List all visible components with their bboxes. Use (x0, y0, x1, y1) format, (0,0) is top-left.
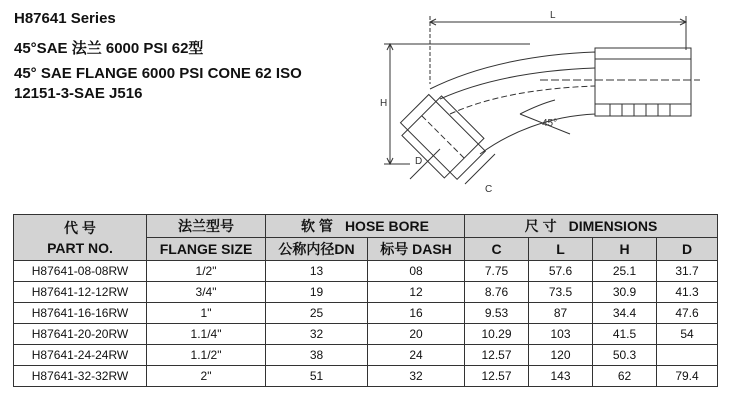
header-part-cn: 代 号 (64, 219, 96, 236)
cell-l: 73.5 (529, 282, 593, 303)
table-row (14, 261, 718, 282)
cell-flange: 1/2" (147, 261, 266, 282)
header-l: L (529, 238, 593, 261)
cell-c: 8.76 (465, 282, 529, 303)
cell-h: 34.4 (593, 303, 657, 324)
cell-l: 120 (529, 345, 593, 366)
cell-dash: 08 (368, 261, 465, 282)
spec-table (13, 214, 718, 387)
cell-c: 12.57 (465, 366, 529, 387)
cell-dash: 12 (368, 282, 465, 303)
label-H: H (380, 98, 388, 109)
cell-flange: 1.1/2" (147, 345, 266, 366)
header-h: H (593, 238, 657, 261)
header-dimensions (465, 215, 718, 238)
series-title: H87641 Series (14, 10, 116, 27)
cell-flange: 2" (147, 366, 266, 387)
cell-dash: 32 (368, 366, 465, 387)
flange-head (395, 89, 491, 185)
cell-dn: 32 (266, 324, 368, 345)
cell-h: 62 (593, 366, 657, 387)
table-row (14, 345, 718, 366)
cell-c: 10.29 (465, 324, 529, 345)
cell-dn: 25 (266, 303, 368, 324)
cell-flange: 1" (147, 303, 266, 324)
header-flange-cn: 法兰型号 (147, 215, 266, 238)
cell-dn: 38 (266, 345, 368, 366)
header-part-en: PART NO. (47, 239, 113, 256)
header-c: C (465, 238, 529, 261)
cell-d: 54 (657, 324, 718, 345)
cell-part: H87641-08-08RW (14, 261, 147, 282)
label-D: D (415, 156, 423, 167)
cell-d (657, 345, 718, 366)
cell-h: 41.5 (593, 324, 657, 345)
label-angle: 45° (542, 118, 558, 129)
cell-l: 87 (529, 303, 593, 324)
label-L: L (550, 10, 556, 21)
cell-dash: 20 (368, 324, 465, 345)
table-row (14, 366, 718, 387)
cell-h: 30.9 (593, 282, 657, 303)
cell-d: 47.6 (657, 303, 718, 324)
cell-part: H87641-32-32RW (14, 366, 147, 387)
header-dn: 公称内径DN (266, 238, 368, 261)
table-row (14, 324, 718, 345)
table-row (14, 282, 718, 303)
cell-l: 103 (529, 324, 593, 345)
header-row-1 (14, 215, 718, 238)
cell-l: 143 (529, 366, 593, 387)
title-chinese: 45°SAE 法兰 6000 PSI 62型 (14, 40, 204, 57)
cell-dash: 24 (368, 345, 465, 366)
label-C: C (485, 184, 493, 195)
table-row (14, 303, 718, 324)
title-english-line2: 12151-3-SAE J516 (14, 85, 143, 102)
cell-c: 9.53 (465, 303, 529, 324)
header-flange-en: FLANGE SIZE (147, 238, 266, 261)
cell-dn: 19 (266, 282, 368, 303)
cell-dn: 51 (266, 366, 368, 387)
cell-d: 41.3 (657, 282, 718, 303)
cell-c: 12.57 (465, 345, 529, 366)
cell-dash: 16 (368, 303, 465, 324)
title-block (14, 10, 302, 102)
cell-l: 57.6 (529, 261, 593, 282)
cell-flange: 3/4" (147, 282, 266, 303)
cell-dn: 13 (266, 261, 368, 282)
cell-part: H87641-24-24RW (14, 345, 147, 366)
cell-part: H87641-12-12RW (14, 282, 147, 303)
cell-h: 50.3 (593, 345, 657, 366)
header-hose-en: HOSE BORE (344, 218, 429, 234)
cell-d: 31.7 (657, 261, 718, 282)
fitting-technical-drawing (370, 4, 720, 204)
cell-part: H87641-20-20RW (14, 324, 147, 345)
header-dim-en: DIMENSIONS (568, 218, 658, 234)
socket-ribs (610, 104, 670, 116)
header-part-no (14, 215, 147, 261)
cell-flange: 1.1/4" (147, 324, 266, 345)
header-d: D (657, 238, 718, 261)
title-english-line1: 45° SAE FLANGE 6000 PSI CONE 62 ISO (14, 65, 302, 82)
socket (595, 48, 691, 116)
cell-d: 79.4 (657, 366, 718, 387)
cell-part: H87641-16-16RW (14, 303, 147, 324)
header-hose-bore (266, 215, 465, 238)
tube-outline (430, 52, 595, 154)
cell-c: 7.75 (465, 261, 529, 282)
cell-h: 25.1 (593, 261, 657, 282)
header-hose-cn: 软 管 (301, 218, 333, 234)
header-dash: 标号 DASH (368, 238, 465, 261)
header-dim-cn: 尺 寸 (524, 218, 557, 234)
